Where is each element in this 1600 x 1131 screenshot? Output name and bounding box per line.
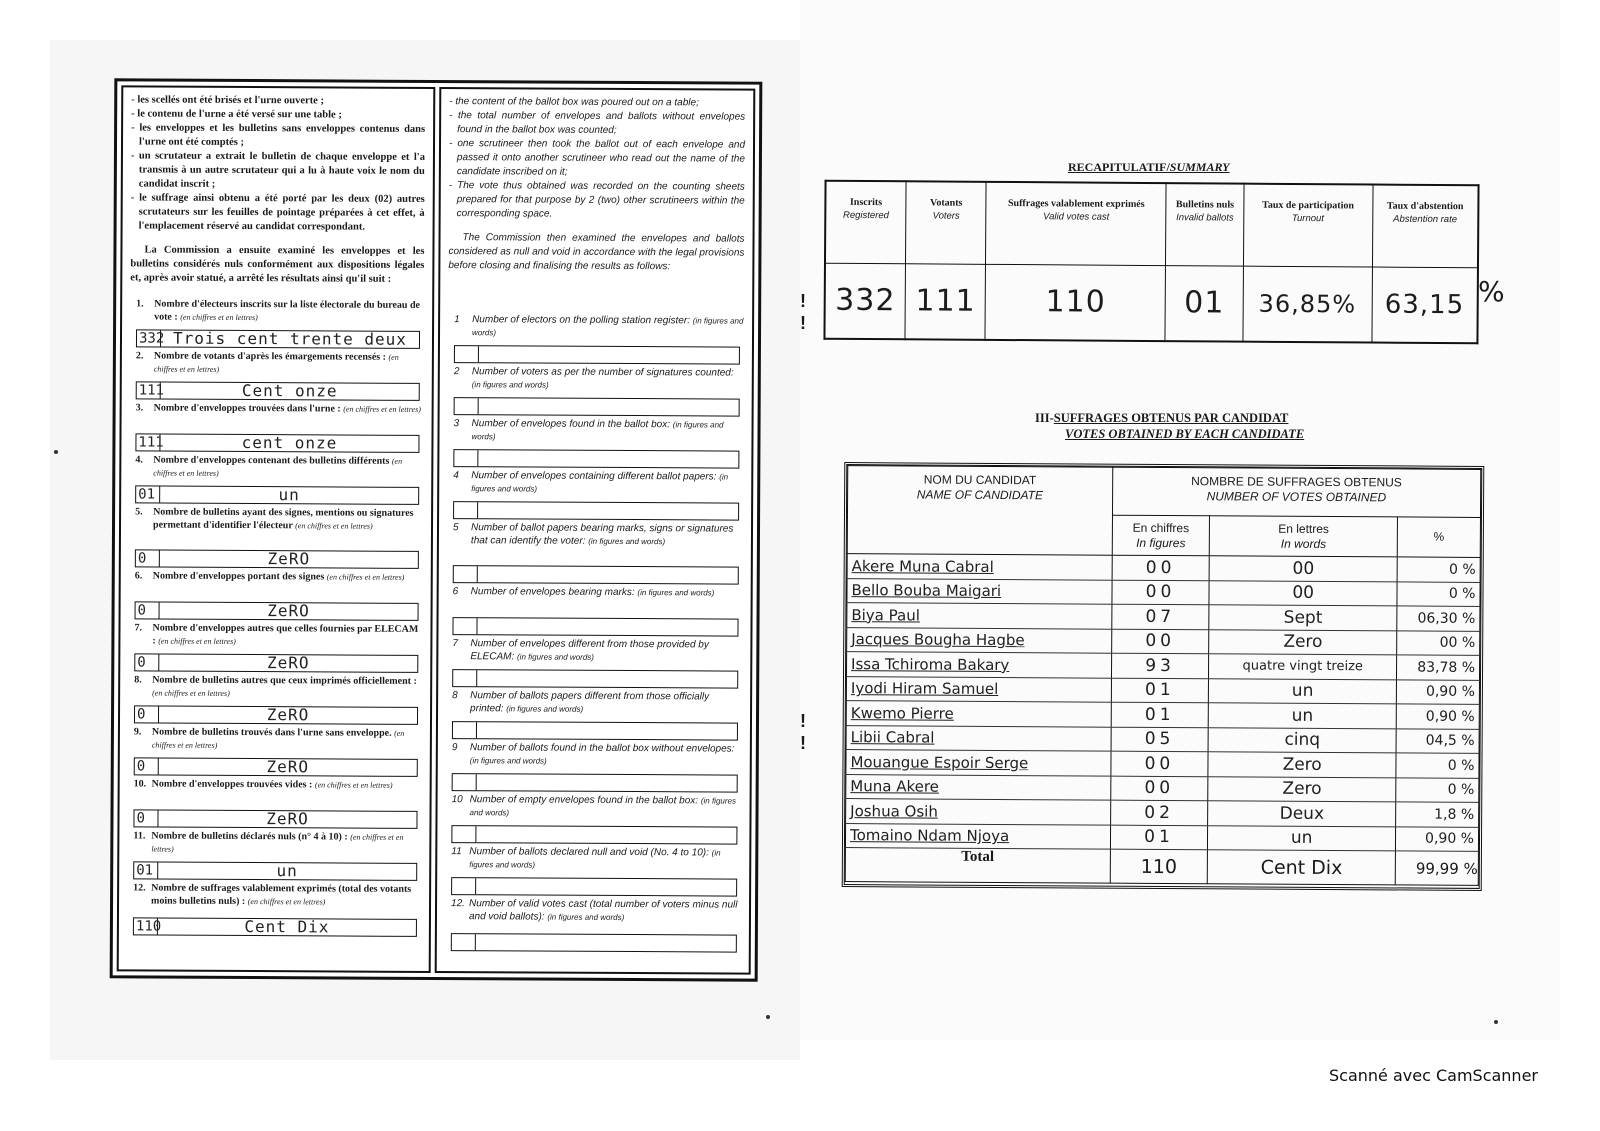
answer-field[interactable] — [453, 449, 739, 468]
answer-field[interactable] — [451, 933, 737, 952]
words-value: ZeRO — [267, 549, 311, 569]
valid-votes-value: 110 — [985, 264, 1166, 341]
figure-value: 110 — [135, 918, 162, 935]
summary-values-row — [824, 263, 1478, 344]
en-bullet: - one scrutineer then took the ballot out of each envelope and passed it onto another scrutineer who read out the name of the candidate inscribed on it; — [449, 137, 745, 181]
fr-paragraph: La Commission a ensuite examiné les enveloppes et les bulletins considérés nuls conformément aux dispositions légales et, après avoir statué, a arrêté les résultats ainsi qu'il suit : — [130, 244, 425, 285]
answer-field[interactable] — [454, 345, 740, 364]
figure-value: 0 — [135, 654, 159, 670]
summary-header-registered: Inscrits Registered — [825, 181, 906, 264]
candidates-section-title: III-SUFFRAGES OBTENUS PAR CANDIDAT VOTES OBTAINED BY EACH CANDIDATE — [1035, 411, 1305, 441]
candidate-row: Muna Akere 00 Zero 0 % — [846, 774, 1479, 802]
summary-header-row — [825, 181, 1479, 268]
turnout-value: 36,85% — [1243, 266, 1372, 343]
words-value: un — [278, 485, 300, 505]
fr-item-3: 3. Nombre d'enveloppes trouvées dans l'urne : (en chiffres et en lettres) 111 cent onze — [135, 402, 421, 453]
answer-field[interactable] — [133, 917, 417, 936]
fr-bullet: - les enveloppes et les bulletins sans enveloppes contenus dans l'urne ont été comptés ; — [131, 121, 425, 151]
figure-value: 01 — [136, 486, 160, 502]
fr-bullet: - un scrutateur a extrait le bulletin de chaque enveloppe et l'a transmis à un autre scrutateur qui a lu à haute voix le nom du candidat inscrit ; — [131, 149, 425, 193]
figure-value: 0 — [134, 810, 158, 826]
tally-form-page — [110, 78, 763, 981]
total-label: Total — [845, 848, 1110, 884]
scan-speck — [1494, 1020, 1498, 1024]
en-item-7: 7 Number of envelopes different from those provided by ELECAM: (in figures and words) — [446, 637, 742, 691]
summary-header-valid-votes: Suffrages valablement exprimés Valid votes cast — [986, 182, 1167, 265]
candidate-row: Joshua Osih 02 Deux 1,8 % — [846, 799, 1479, 827]
en-item-4: 4 Number of envelopes containing different ballot papers: (in figures and words) — [447, 469, 743, 523]
scan-speck — [766, 1015, 770, 1019]
total-row — [845, 848, 1478, 886]
fr-items — [127, 297, 424, 939]
candidate-row: Jacques Bougha Hagbe 00 Zero 00 % — [847, 627, 1480, 655]
percent-mark: % — [1478, 275, 1505, 308]
en-procedure-list — [449, 95, 746, 223]
answer-field[interactable] — [452, 617, 738, 636]
en-item-12: 12. Number of valid votes cast (total number of voters minus null and void ballots): (in figures and words) — [445, 897, 741, 955]
fr-bullet: - le contenu de l'urne a été versé sur une table ; — [131, 107, 425, 123]
candidate-row: Libii Cabral 05 cinq 04,5 % — [846, 725, 1479, 753]
words-value: un — [276, 861, 298, 881]
fr-item-4: 4. Nombre d'enveloppes contenant des bulletins différents (en chiffres et en lettres) 01 un — [129, 453, 423, 507]
answer-field[interactable] — [136, 381, 420, 400]
figure-value: 0 — [135, 706, 159, 722]
fr-item-1: 1. Nombre d'électeurs inscrits sur la liste électorale du bureau de vote : (en chiffres et en lettres) 332 Trois cent trente deux — [136, 298, 421, 349]
margin-marks: ! ! — [800, 291, 806, 333]
header-percent: % — [1397, 517, 1480, 558]
margin-marks: ! ! — [800, 711, 806, 753]
french-column — [117, 85, 436, 973]
summary-header-abstention: Taux d'abstention Abstention rate — [1372, 185, 1478, 268]
fr-item-9: 9. Nombre de bulletins trouvés dans l'urne sans enveloppe. (en chiffres et en lettres) 0 ZeRO — [128, 725, 422, 779]
candidates-table-frame — [842, 462, 1485, 891]
words-value: cent onze — [241, 432, 338, 453]
en-bullet: - the total number of envelopes and ballots without envelopes found in the ballot box was counted; — [449, 109, 745, 139]
fr-item-12: 12. Nombre de suffrages valablement exprimés (total des votants moins bulletins nuls) : (en chiffres et en lettres) 110 Cent Dix — [127, 881, 421, 939]
words-value: ZeRO — [266, 809, 309, 829]
candidate-row: Issa Tchiroma Bakary 93 quatre vingt treize 83,78 % — [846, 652, 1479, 680]
english-column — [435, 87, 756, 975]
voters-value: 111 — [905, 263, 986, 340]
en-paragraph: The Commission then examined the envelopes and ballots considered as null and void in accordance with the legal provisions before closing and finalising the results as follows: — [448, 232, 745, 273]
fr-bullet: - les scellés ont été brisés et l'urne ouverte ; — [131, 93, 425, 109]
summary-table — [823, 180, 1479, 345]
words-value: ZeRO — [267, 601, 310, 621]
fr-item-8: 8. Nombre de bulletins autres que ceux imprimés officiellement : (en chiffres et en lettres) 0 ZeRO — [134, 674, 417, 725]
words-value: ZeRO — [266, 705, 310, 725]
en-items — [445, 313, 744, 955]
en-item-10: 10 Number of empty envelopes found in the ballot box: (in figures and words) — [445, 793, 741, 847]
en-item-9: 9 Number of ballots found in the ballot box without envelopes: (in figures and words) — [446, 741, 742, 795]
total-figure: 110 — [1110, 849, 1208, 884]
candidate-row: Mouangue Espoir Serge 00 Zero 0 % — [846, 750, 1479, 778]
summary-header-voters: Votants Voters — [906, 181, 987, 264]
answer-field[interactable] — [453, 565, 739, 584]
answer-field[interactable] — [135, 601, 419, 620]
answer-field[interactable] — [452, 721, 738, 740]
figure-value: 0 — [136, 602, 160, 618]
scan-speck — [54, 450, 58, 454]
words-value: ZeRO — [266, 653, 310, 673]
candidate-row: Biya Paul 07 Sept 06,30 % — [847, 603, 1480, 631]
en-bullet: - The vote thus obtained was recorded on the counting sheets prepared for that purpose by 2 (two) other scrutineers within the corresponding space. — [449, 179, 745, 223]
answer-field[interactable] — [136, 329, 420, 348]
fr-item-10: 10. Nombre d'enveloppes trouvées vides : (en chiffres et en lettres) 0 ZeRO — [127, 777, 421, 831]
figure-value: 111 — [138, 382, 165, 399]
candidates-table — [845, 465, 1482, 886]
camscanner-watermark: Scanné avec CamScanner — [1329, 1066, 1538, 1085]
en-item-5: 5 Number of ballot papers bearing marks, signs or signatures that can identify the voter: (in figures and words) — [447, 521, 743, 587]
figure-value: 01 — [134, 862, 158, 878]
total-percent: 99,99 % — [1395, 851, 1478, 886]
header-row-1 — [847, 466, 1480, 518]
header-candidate-name: NOM DU CANDIDAT NAME OF CANDIDATE — [847, 466, 1112, 556]
fr-bullet: - le suffrage ainsi obtenu a été porté par les deux (02) autres scrutateurs sur les feuilles de pointage préparées à cet effet, à l'emplacement réservé au candidat correspondant. — [131, 191, 425, 235]
candidate-row: Iyodi Hiram Samuel 01 un 0,90 % — [846, 676, 1479, 704]
answer-field[interactable] — [133, 809, 417, 828]
answer-field[interactable] — [451, 877, 737, 896]
candidate-row: Akere Muna Cabral 00 00 0 % — [847, 554, 1480, 582]
answer-field[interactable] — [452, 669, 738, 688]
invalid-value: 01 — [1165, 265, 1243, 342]
registered-value: 332 — [824, 263, 905, 340]
candidate-row: Kwemo Pierre 01 un 0,90 % — [846, 701, 1479, 729]
fr-item-2: 2. Nombre de votants d'après les émargements recensés : (en chiffres et en lettres) 111 Cent onze — [130, 349, 424, 403]
answer-field[interactable] — [135, 549, 419, 568]
answer-field[interactable] — [135, 485, 419, 504]
fr-item-11: 11. Nombre de bulletins déclarés nuls (n° 4 à 10) : (en chiffres et en lettres) 01 un — [127, 829, 421, 883]
summary-header-invalid: Bulletins nuls Invalid ballots — [1166, 183, 1244, 266]
answer-field[interactable] — [134, 757, 418, 776]
words-value: ZeRO — [266, 757, 310, 777]
abstention-value: 63,15 — [1372, 267, 1478, 344]
total-words: Cent Dix — [1208, 850, 1396, 885]
en-bullet: - the content of the ballot box was poured out on a table; — [449, 95, 745, 111]
header-votes: NOMBRE DE SUFFRAGES OBTENUS NUMBER OF VOTES OBTAINED — [1112, 467, 1481, 517]
header-words: En lettres In words — [1210, 516, 1398, 557]
en-item-8: 8 Number of ballots papers different from those officially printed: (in figures and words) — [446, 689, 742, 743]
answer-field[interactable] — [452, 773, 738, 792]
answer-field[interactable] — [135, 433, 419, 452]
header-figures: En chiffres In figures — [1112, 515, 1210, 556]
answer-field[interactable] — [134, 653, 418, 672]
answer-field[interactable] — [134, 705, 418, 724]
fr-item-5: 5. Nombre de bulletins ayant des signes, mentions ou signatures permettant d'identifier l'électeur (en chiffres et en lettres) 0 ZeRO — [129, 505, 423, 571]
en-item-1: 1 Number of electors on the polling station register: (in figures and words) — [448, 313, 744, 367]
fr-item-7: 7. Nombre d'enveloppes autres que celles fournies par ELECAM : (en chiffres et en lettres) 0 ZeRO — [134, 622, 419, 673]
en-item-11: 11 Number of ballots declared null and void (No. 4 to 10): (in figures and words) — [445, 845, 741, 899]
words-value: Cent onze — [241, 380, 338, 401]
figure-value: 0 — [135, 758, 159, 774]
words-value: Cent Dix — [244, 917, 330, 937]
summary-header-turnout: Taux de participation Turnout — [1243, 184, 1372, 267]
figure-value: 332 — [138, 330, 165, 347]
en-item-2: 2 Number of voters as per the number of signatures counted: (in figures and words) — [448, 365, 744, 419]
summary-title: RECAPITULATIF/SUMMARY — [1068, 160, 1230, 174]
answer-field[interactable] — [453, 501, 739, 520]
candidate-row: Tomaino Ndam Njoya 01 un 0,90 % — [845, 823, 1478, 851]
fr-item-6: 6. Nombre d'enveloppes portant des signes (en chiffres et en lettres) 0 ZeRO — [129, 569, 423, 623]
answer-field[interactable] — [133, 861, 417, 880]
fr-procedure-list — [131, 93, 426, 235]
words-value: Trois cent trente deux — [172, 328, 408, 349]
answer-field[interactable] — [454, 397, 740, 416]
en-item-3: 3 Number of envelopes found in the ballot box: (in figures and words) — [447, 417, 743, 471]
candidate-row: Bello Bouba Maigari 00 00 0 % — [847, 578, 1480, 606]
figure-value: 0 — [136, 550, 160, 566]
answer-field[interactable] — [451, 825, 737, 844]
figure-value: 111 — [138, 434, 164, 451]
en-item-6: 6 Number of envelopes bearing marks: (in figures and words) — [446, 585, 742, 639]
